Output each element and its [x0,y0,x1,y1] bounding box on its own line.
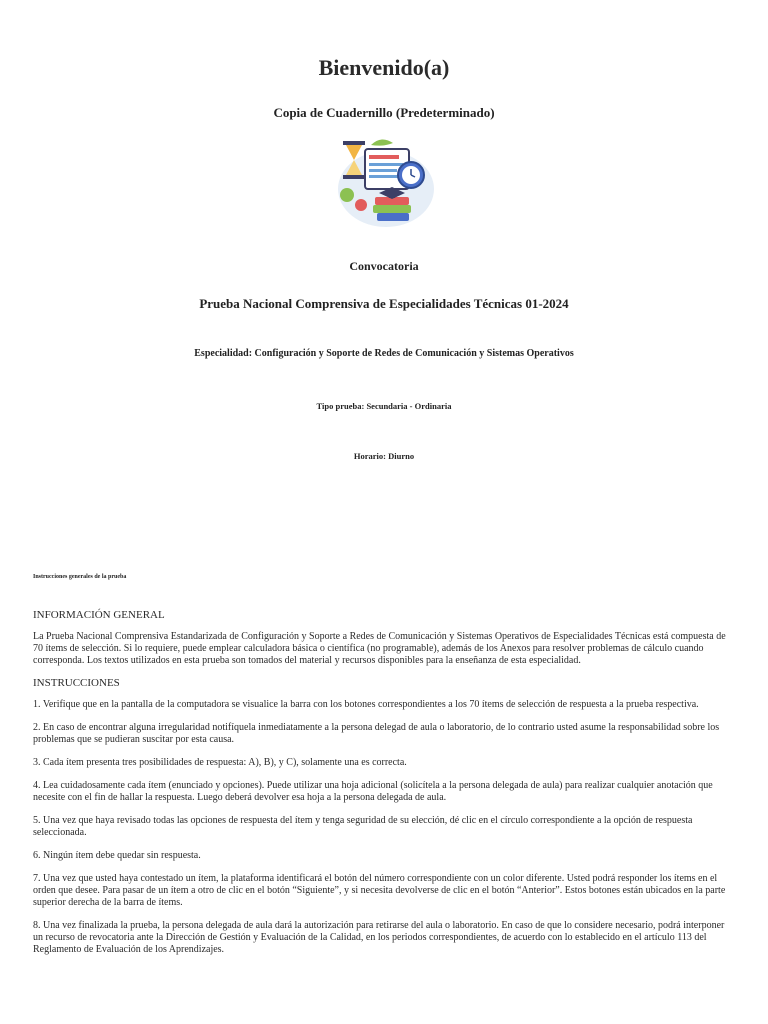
info-heading: INFORMACIÓN GENERAL [33,609,165,621]
instruction-item: 3. Cada ítem presenta tres posibilidades de respuesta: A), B), y C), solamente una es correcta. [33,757,407,768]
instructions-heading: INSTRUCCIONES [33,677,120,689]
instruction-item: 6. Ningún ítem debe quedar sin respuesta. [33,850,201,861]
instruction-item: 1. Verifique que en la pantalla de la computadora se visualice la barra con los botones correspondientes a los 70 ítems de selección de respuesta a la prueba respectiva. [33,699,699,710]
instruction-item: 8. Una vez finalizada la prueba, la persona delegada de aula dará la autorización para retirarse del aula o laboratorio. En caso de que lo considere necesario, podrá interponer un recurso de revocatoria ante la Dirección de Gestión y Evaluación de la Calidad, en los periodos correspondientes, de acuerdo con lo establecido en el artículo 113 del Reglamento de Evaluación de los Aprendizajes. [33,920,725,955]
convocatoria-label: Convocatoria [349,259,419,273]
instructions-content [33,609,736,967]
info-text: La Prueba Nacional Comprensiva Estandarizada de Configuración y Soporte a Redes de Comunicación y Sistemas Operativos de Especialidades Técnicas está compuesta de 70 ítems de selección. Si lo requiere, puede emplear calculadora básica o científica (no programable), además de los Anexos para resolver problemas de cálculo cuando corresponda. Los textos utilizados en esta prueba son tomados del material y recursos disponibles para la enseñanza de esta especialidad. [33,631,726,666]
exam-tipo: Tipo prueba: Secundaria - Ordinaria [316,401,452,411]
exam-horario: Horario: Diurno [353,451,415,461]
exam-especialidad: Especialidad: Configuración y Soporte de Redes de Comunicación y Sistemas Operativos [194,348,574,359]
page-title: Bienvenido(a) [318,55,450,80]
instructions-small-heading: Instrucciones generales de la prueba [33,574,127,580]
instruction-item: 5. Una vez que haya revisado todas las opciones de respuesta del ítem y tenga seguridad de su elección, dé clic en el círculo correspondiente a la opción de respuesta seleccionada. [33,815,693,838]
instruction-item: 4. Lea cuidadosamente cada ítem (enunciado y opciones). Puede utilizar una hoja adicional (solicítela a la persona delegada de aula) para realizar cualquier anotación que necesite con el fin de hallar la respuesta. Luego deberá devolver esa hoja a la persona delegada de aula. [33,780,713,803]
page-subtitle: Copia de Cuadernillo (Predeterminado) [273,105,495,120]
instruction-item: 7. Una vez que usted haya contestado un ítem, la plataforma identificará el botón del número correspondiente con un color diferente. Usted podrá responder los ítems en el orden que desee. Para pasar de un ítem a otro de clic en el botón “Siguiente”, y si necesita devolverse de clic en el botón “Anterior”. Estos botones están ubicados en la parte superior derecha de la barra de ítems. [33,873,726,908]
instruction-item: 2. En caso de encontrar alguna irregularidad notifíquela inmediatamente a la persona delegad de aula o laboratorio, de lo contrario usted asume la responsabilidad sobre los problemas que se pudieran suscitar por esta causa. [33,722,720,745]
study-illustration-icon [331,137,437,232]
exam-name: Prueba Nacional Comprensiva de Especialidades Técnicas 01-2024 [199,296,569,311]
